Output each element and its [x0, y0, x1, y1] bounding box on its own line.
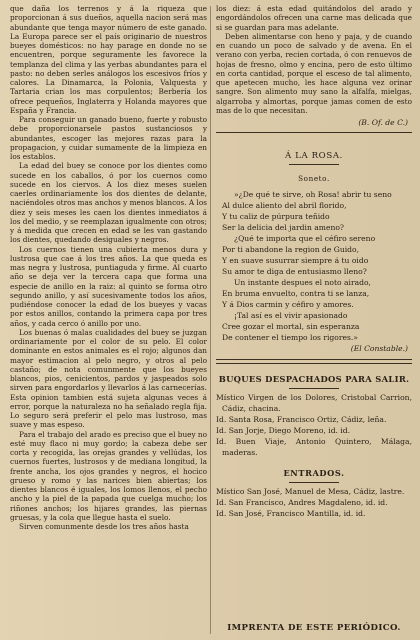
poem-line: Ser la delicia del jardin ameno?: [222, 223, 345, 232]
ship-entry: Id. Santa Rosa, Francisco Ortiz, Cádiz, leña.: [216, 415, 387, 424]
printer-footer: IMPRENTA DE ESTE PERIÓDICO.: [227, 623, 401, 633]
left-paragraph: Sirven comunmente desde los tres años hasta: [19, 522, 189, 531]
ship-entry: Id. San Jorje, Diego Moreno, id. id.: [216, 426, 351, 435]
left-paragraph: que daña los terrenos y á la riqueza que proporcionan á sus dueños, aquella nacion será mas abundante que tenga mayor número de este ganado. La Europa parece ser el país originario de nuestros bueyes domésticos: no hay parage en donde no se encuentren, porque seguramente les favorece la templanza del clima y las yerbas abundantes para el pasto: no deben serles análogos los escesivos fríos y calores. La Dinamarca, la Polonia, Valquesta y Tartaria crian los mas corpulentos; Berbería los ofrece pequeños, Inglaterra y Holanda mayores que España y Francia.: [10, 4, 207, 115]
right-paragraph: los diez: á esta edad quitándolos del arado y engordándolos ofrecen una carne mas delicada que si se guardan para mas adelante.: [216, 4, 412, 32]
poem-line: Y á Dios carmin y céfiro y amores.: [222, 300, 354, 309]
left-paragraph: Los cuernos tienen una cubierta menos dura y lustrosa que cae á los tres años. La que queda es mas negra y lustrosa, puntiaguda y firme. Al cuarto año se deja ver la tercera capa que forma una especie de anillo en la raiz: al quinto se forma otro segundo anillo, y así sucesivamente todos los años, pudiéndose conocer la edad de los bueyes y vacas por estos anillos, contando la primera capa por tres años, y cada cerco ó anillo por uno.: [10, 244, 207, 328]
poem-line: »¿De qué te sirve, oh Rosa! abrir tu seno: [234, 190, 392, 199]
left-paragraph: Para el trabajo del arado es preciso que el buey no esté muy flaco ni muy gordo; la cabeza debe ser corta y recogida, las orejas grandes y vellúdas, los cuernos fuertes, lustrosos y de mediana longitud, la frente ancha, los ojos grandes y negros, el hocico grueso y romo y las narices bien abiertas; los dientes blancos é iguales, los lomos llenos, el pecho ancho y la piel de la papada que cuelga mucho; los riñones anchos; los hijares grandes, las piernas gruesas, y la cola que llegue hasta el suelo.: [10, 429, 207, 522]
poem-signature: (El Constable.): [350, 344, 408, 353]
poem-line: De contener el tiempo los rigores.»: [222, 333, 358, 342]
poem-line: Cree gozar el mortal, sin esperanza: [222, 322, 360, 331]
poem-subtitle: Soneto.: [298, 174, 330, 183]
ship-entry: Id. San José, Francisco Mantilla, id. id.: [216, 509, 366, 518]
right-paragraph: Deben alimentarse con heno y paja, y de cuando en cuando un poco de salvado y de avena. En el verano con yerba, recien cortada, ó con renuevos de hojas de fresno, olmo y encina, pero de esto último en corta cantidad, porque el esceso de tal alimento, que apetecen mucho, les hace alguna vez orinar sangre. Son alimento muy sano la alfalfa, mielgas, algarroba y almortas, porque jamas comen de esto mas de lo que necesitan.: [216, 31, 412, 115]
poem-title-rule: [289, 164, 339, 165]
poem-line: Al dulce aliento del abril florido,: [222, 201, 347, 210]
left-paragraph: Para conseguir un ganado bueno, fuerte y robusto debe proporcionarsele pastos sustanciosos y abundantes, escoger las mejores razas para la propagacion, y cuidar sumamente de la limpieza en los establos.: [10, 115, 207, 161]
section-divider: [216, 359, 412, 360]
left-paragraph: La edad del buey se conoce por los dientes como sucede en los caballos, ó por los cuernos como sucede en los ciervos. A los diez meses suelen caerles ordinariamente los dos dientes de delante, naciéndoles otros mas anchos y menos blancos. A los diez y seis meses les caen los dientes inmediatos á los del medio, y se reemplazan igualmente con otros; y á medida que crecen en edad se les van gastando los dientes, quedando desiguales y negros.: [10, 161, 207, 245]
poem-line: Su amor te diga de entusiasmo lleno?: [222, 267, 367, 276]
buques-heading: BUQUES DESPACHADOS PARA SALIR.: [218, 374, 410, 384]
entrados-heading-rule: [289, 482, 339, 483]
section-divider: [216, 132, 412, 133]
poem-title: Á LA ROSA.: [285, 151, 343, 161]
poem-line: Y en suave susurrar siempre á tu oido: [222, 256, 369, 265]
entrados-heading: ENTRADOS.: [283, 468, 345, 478]
ship-entry: Id. San Francisco, Andres Magdaleno, id. id.: [216, 498, 388, 507]
ship-entry: Id. Buen Viaje, Antonio Quintero, Málaga, maderas.: [216, 437, 412, 457]
poem-line: Por ti abandone la region de Guido,: [222, 245, 360, 254]
poem-line: Y tu caliz de púrpura teñido: [222, 212, 330, 221]
poem-line: Un instante despues el noto airado,: [234, 278, 371, 287]
column-divider: [210, 6, 211, 634]
left-column: [10, 4, 207, 636]
ship-entry: Místico Virgen de los Dolores, Cristobal Carrion, Cádiz, chacina.: [216, 393, 412, 413]
section-divider-double: [216, 363, 412, 364]
poem-line: En bruma envuelto, contra ti se lanza,: [222, 289, 370, 298]
poem-body: [216, 189, 412, 354]
poem-line: ¡Tal así es el vivir apasionado: [234, 311, 348, 320]
left-paragraph: Los buenas ó malas cualidades del buey se juzgan ordinariamente por el color de su pelo. El color dominante en estos animales es el rojo; algunos dan mayor estimacion al pelo negro, y otros al pelo castaño; de nota comunmente que los bueyes blancos, pios, cenicientos, pardos y jaspeados solo sirven para engordarlos y llevarlos á las carnecerías. Esta opinion tambien está sujeta algunas veces á error, porque la naturaleza no ha señalado regla fija. Lo seguro será preferir el pelo mas lustroso, mas suave y mas espeso.: [10, 327, 207, 430]
right-column: [216, 4, 412, 636]
article-signature: (B. Of. de C.): [358, 118, 408, 127]
poem-line: ¿Qué te importa que el céfiro sereno: [234, 234, 376, 243]
ship-entry: Místico San José, Manuel de Mesa, Cádiz, lastre.: [216, 487, 405, 496]
buques-heading-rule: [289, 388, 339, 389]
